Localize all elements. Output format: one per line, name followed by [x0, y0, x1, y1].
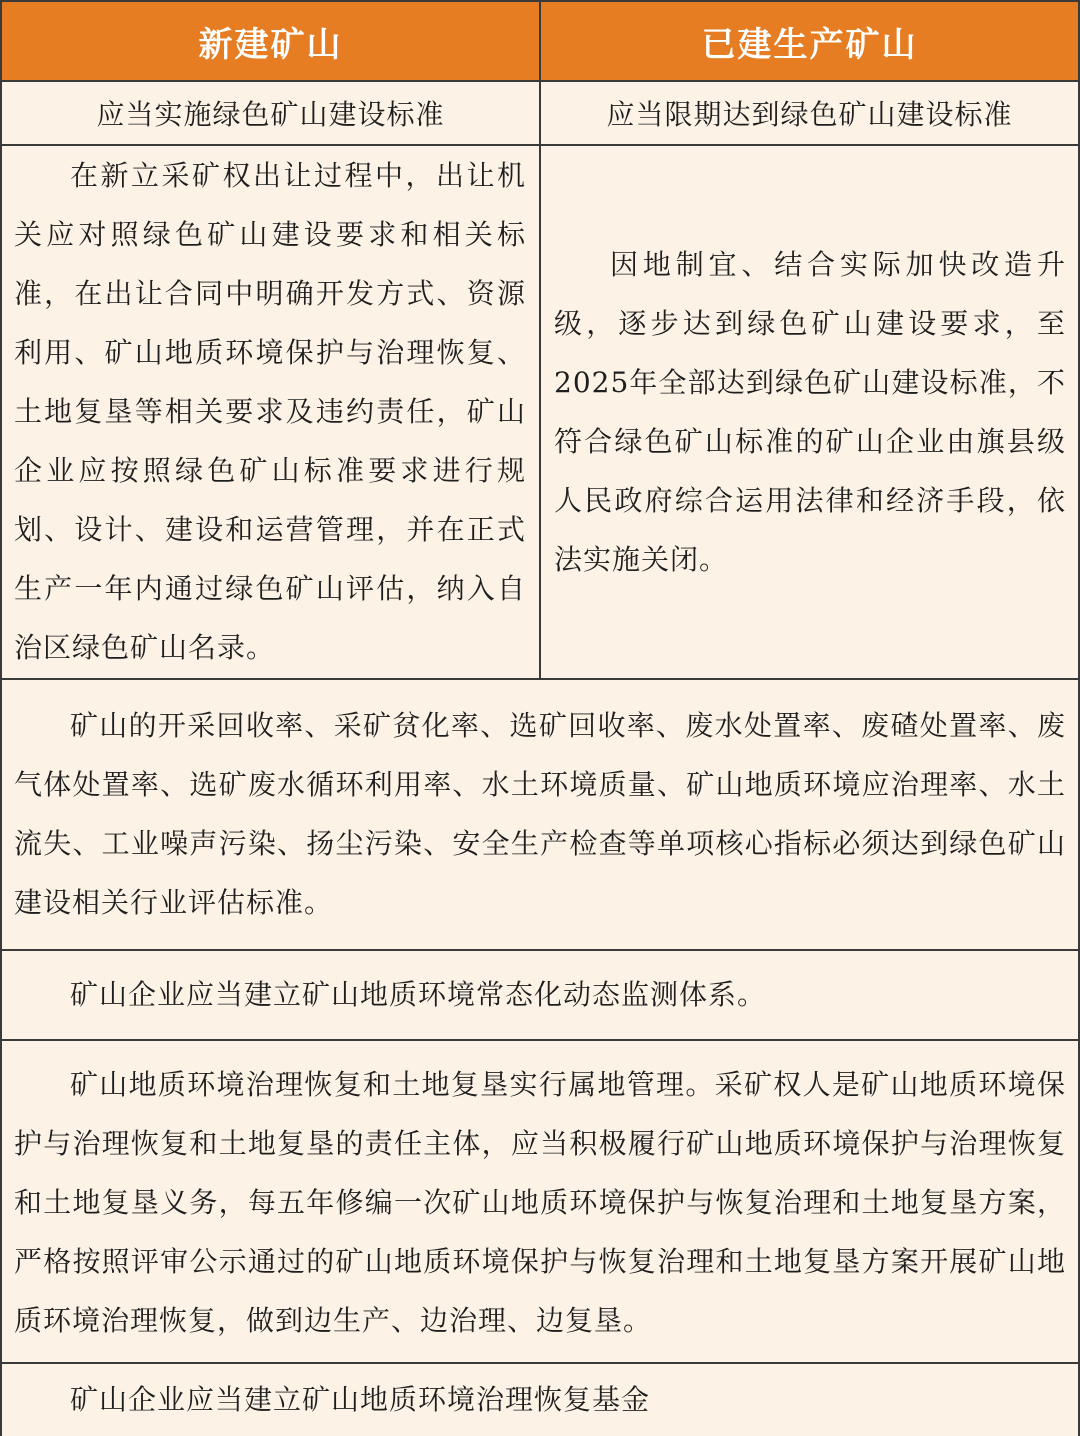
header-new-mines: 新建矿山: [2, 2, 539, 80]
table-divider: [0, 949, 1080, 951]
standard-existing-mines: 应当限期达到绿色矿山建设标准: [606, 98, 1013, 131]
restoration-management-text: 矿山地质环境治理恢复和土地复垦实行属地管理。采矿权人是矿山地质环境保护与治理恢复和土地复垦的责任主体，应当积极履行矿山地质环境保护与治理恢复和土地复垦义务，每五年修编一次矿山地质环境保护与恢复治理和土地复垦方案，严格按照评审公示通过的矿山地质环境保护与恢复治理和土地复垦方案开展矿山地质环境治理恢复，做到边生产、边治理、边复垦。: [14, 1068, 1066, 1337]
restoration-fund-text: 矿山企业应当建立矿山地质环境治理恢复基金: [70, 1383, 651, 1416]
requirement-new-mines: 在新立采矿权出让过程中，出让机关应对照绿色矿山建设要求和相关标准，在出让合同中明确开发方式、资源利用、矿山地质环境保护与治理恢复、土地复垦等相关要求及违约责任，矿山企业应按照绿色矿山标准要求进行规划、设计、建设和运营管理，并在正式生产一年内通过绿色矿山评估，纳入自治区绿色矿山名录。: [14, 159, 526, 664]
table-divider: [0, 1039, 1080, 1041]
standard-new-mines: 应当实施绿色矿山建设标准: [96, 98, 445, 131]
table-border-left: [0, 0, 2, 1436]
requirement-existing-mines: 因地制宜、结合实际加快改造升级，逐步达到绿色矿山建设要求，至2025年全部达到绿色矿山建设标准，不符合绿色矿山标准的矿山企业由旗县级人民政府综合运用法律和经济手段，依法实施关闭。: [554, 248, 1066, 576]
core-indicators-text: 矿山的开采回收率、采矿贫化率、选矿回收率、废水处置率、废碴处置率、废气体处置率、选矿废水循环利用率、水土环境质量、矿山地质环境应治理率、水土流失、工业噪声污染、扬尘污染、安全生产检查等单项核心指标必须达到绿色矿山建设相关行业评估标准。: [14, 709, 1066, 919]
table-divider: [0, 1362, 1080, 1364]
monitoring-system-text: 矿山企业应当建立矿山地质环境常态化动态监测体系。: [70, 978, 767, 1011]
header-existing-mines: 已建生产矿山: [541, 2, 1078, 80]
